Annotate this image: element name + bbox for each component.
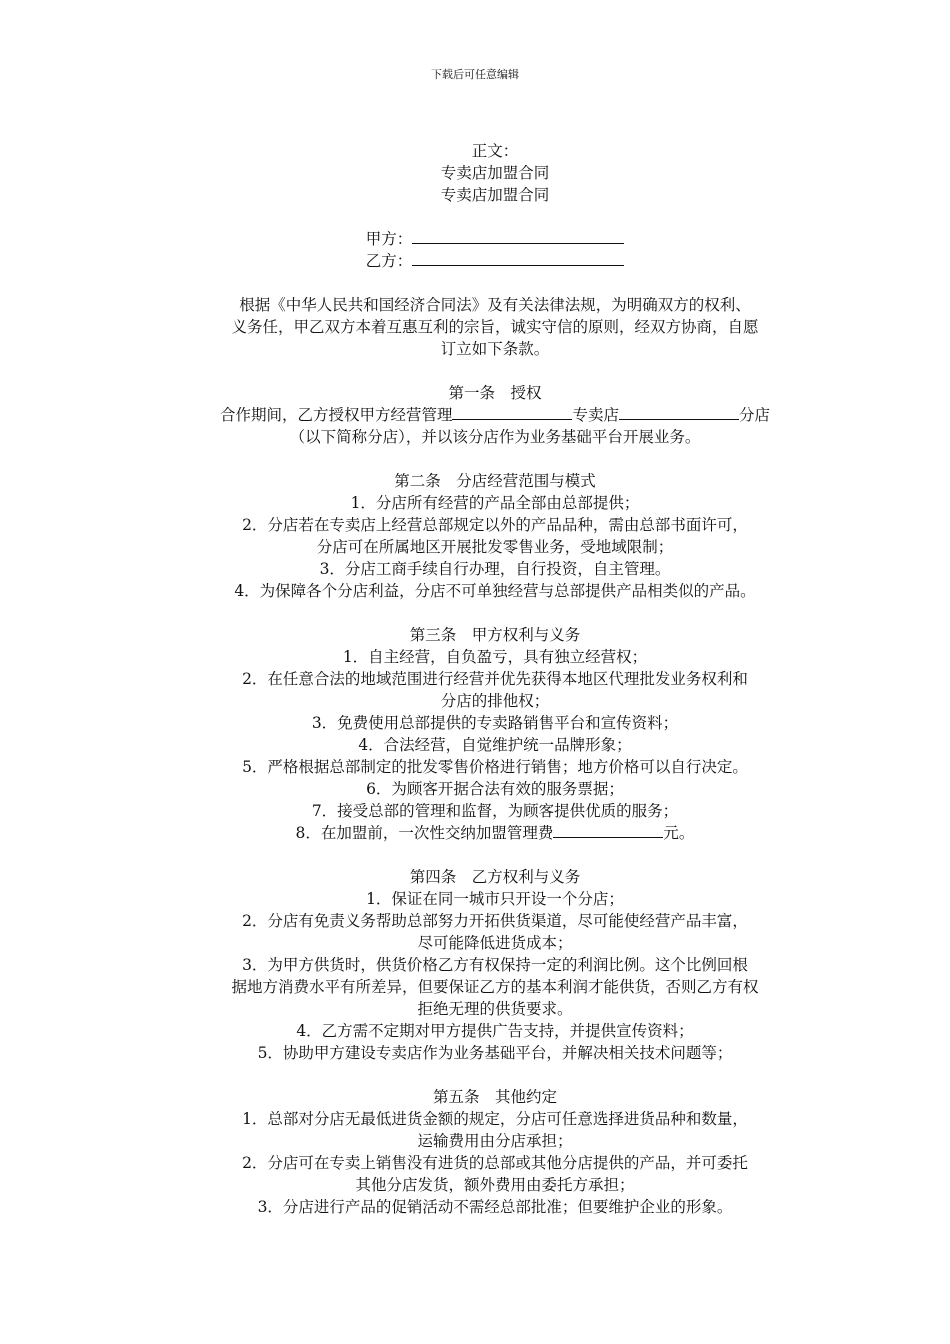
article-2-line: 2．分店若在专卖店上经营总部规定以外的产品品种，需由总部书面许可， [242, 516, 748, 534]
article-5-line: 运输费用由分店承担； [417, 1132, 573, 1150]
article-1-line [170, 404, 820, 426]
fee-text: 8．在加盟前，一次性交纳加盟管理费 [295, 824, 554, 842]
article-1-heading: 第一条 授权 [448, 384, 542, 402]
article-4-heading: 第四条 乙方权利与义务 [409, 868, 581, 886]
party-b-label: 乙方： [365, 252, 413, 270]
fee-unit: 元。 [663, 824, 695, 842]
article-3-line: 7．接受总部的管理和监督，为顾客提供优质的服务； [311, 802, 679, 820]
article-4-line: 尽可能降低进货成本； [417, 934, 573, 952]
article-2-heading: 第二条 分店经营范围与模式 [394, 472, 596, 490]
article-3-line: 3．免费使用总部提供的专卖路销售平台和宣传资料； [311, 714, 679, 732]
title-prefix: 正文： [471, 142, 519, 160]
article-4-line: 据地方消费水平有所差异，但要保证乙方的基本利润才能供货，否则乙方有权 [231, 978, 759, 996]
preamble-line: 订立如下条款。 [440, 340, 550, 358]
article-4-line: 4．乙方需不定期对甲方提供广告支持，并提供宣传资料； [296, 1022, 694, 1040]
article-3-line: 1．自主经营，自负盈亏，具有独立经营权； [342, 648, 648, 666]
title-line-2: 专卖店加盟合同 [440, 186, 550, 204]
party-b-blank [412, 251, 624, 266]
article-2-line: 分店可在所属地区开展批发零售业务，受地域限制； [316, 538, 674, 556]
party-a-line [170, 228, 820, 250]
article-4-line: 5．协助甲方建设专卖店作为业务基础平台，并解决相关技术问题等； [257, 1044, 733, 1062]
article-1-line: （以下简称分店），并以该分店作为业务基础平台开展业务。 [289, 428, 701, 446]
article-3-fee-line [170, 822, 820, 844]
branch-name-blank [619, 405, 739, 420]
article-2-line: 3．分店工商手续自行办理，自行投资，自主管理。 [319, 560, 671, 578]
article-3-line: 5．严格根据总部制定的批发零售价格进行销售；地方价格可以自行决定。 [242, 758, 748, 776]
article-3-line: 6．为顾客开据合法有效的服务票据； [366, 780, 624, 798]
store-name-blank [452, 405, 572, 420]
article-3-line: 2．在任意合法的地域范围进行经营并优先获得本地区代理批发业务权利和 [242, 670, 748, 688]
article-1-text: 合作期间，乙方授权甲方经营管理 [219, 406, 453, 424]
article-4-line: 2．分店有免责义务帮助总部努力开拓供货渠道，尽可能使经营产品丰富， [242, 912, 748, 930]
article-3-line: 分店的排他权； [440, 692, 550, 710]
article-4-line: 拒绝无理的供货要求。 [417, 1000, 573, 1018]
party-a-label: 甲方： [365, 230, 413, 248]
party-a-blank [412, 229, 624, 244]
contract-document [170, 140, 820, 1218]
article-5-line: 其他分店发货，额外费用由委托方承担； [355, 1176, 635, 1194]
page-header-note: 下载后可任意编辑 [431, 68, 519, 81]
preamble-line: 根据《中华人民共和国经济合同法》及有关法律法规，为明确双方的权利、 [239, 296, 751, 314]
party-b-line [170, 250, 820, 272]
fee-amount-blank [553, 823, 663, 838]
article-5-line: 2．分店可在专卖上销售没有进货的总部或其他分店提供的产品，并可委托 [242, 1154, 748, 1172]
article-4-line: 3．为甲方供货时，供货价格乙方有权保持一定的利润比例。这个比例回根 [242, 956, 748, 974]
title-line-1: 专卖店加盟合同 [440, 164, 550, 182]
article-5-line: 3．分店进行产品的促销活动不需经总部批准；但要维护企业的形象。 [257, 1198, 733, 1216]
article-1-text: 专卖店 [572, 406, 619, 424]
preamble-line: 义务任，甲乙双方本着互惠互利的宗旨，诚实守信的原则，经双方协商，自愿 [231, 318, 759, 336]
article-3-heading: 第三条 甲方权利与义务 [409, 626, 581, 644]
article-5-heading: 第五条 其他约定 [432, 1088, 557, 1106]
article-2-line: 4．为保障各个分店利益，分店不可单独经营与总部提供产品相类似的产品。 [234, 582, 756, 600]
article-4-line: 1．保证在同一城市只开设一个分店； [366, 890, 624, 908]
article-2-line: 1．分店所有经营的产品全部由总部提供； [350, 494, 640, 512]
article-1-text: 分店 [739, 406, 771, 424]
article-5-line: 1．总部对分店无最低进货金额的规定，分店可任意选择进货品种和数量， [242, 1110, 748, 1128]
article-3-line: 4．合法经营，自觉维护统一品牌形象； [358, 736, 632, 754]
